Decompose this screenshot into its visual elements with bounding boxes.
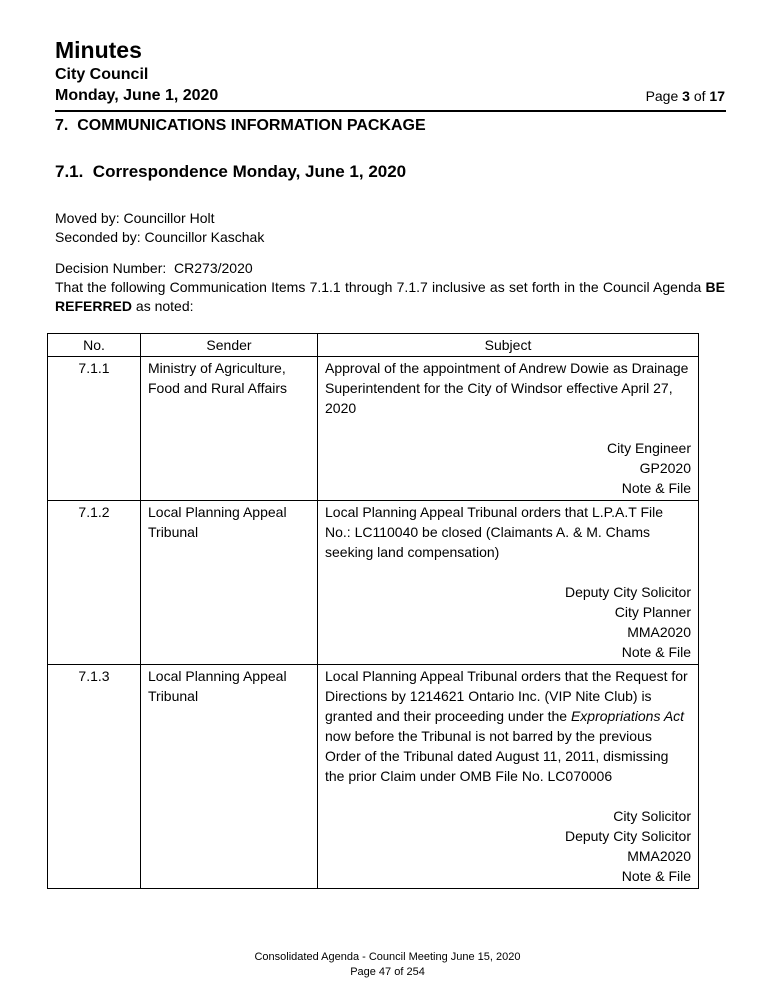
table-header-row [48,334,699,357]
header-rule [55,110,726,112]
referral-list [325,806,691,886]
item-number-cell: 7.1.2 [48,501,141,665]
column-header-subject: Subject [318,334,699,357]
referral-line: Note & File [621,644,691,660]
subject-text-italic: Expropriations Act [570,708,685,724]
decision-text-start: That the following Communication Items 7.1.1 through 7.1.7 inclusive as set forth in the Council Agenda [55,279,706,295]
item-number-cell: 7.1.1 [48,357,141,501]
column-header-no: No. [48,334,141,357]
subject-cell [318,665,699,889]
section-heading: 7. COMMUNICATIONS INFORMATION PACKAGE [55,117,426,134]
table-row [48,665,699,889]
page-of-label: of [689,88,710,104]
subject-cell [318,357,699,501]
page-indicator [646,87,725,106]
page-total: 17 [709,88,725,104]
subject-text-part: now before the Tribunal is not barred by the previous Order of the Tribunal dated August 11, 2011, dismissing the prior Claim under OMB File No. LC070006 [325,728,669,784]
subject-cell [318,501,699,665]
referral-line: City Planner [614,604,691,620]
document-date-row [55,85,725,106]
sender-cell: Local Planning Appeal Tribunal [141,665,318,889]
seconded-by-line: Seconded by: Councillor Kaschak [55,229,265,245]
decision-number-line: Decision Number: CR273/2020 [55,260,253,276]
referral-list [325,582,691,662]
subject-text-part: Local Planning Appeal Tribunal orders that L.P.A.T File No.: LC110040 be closed (Claimants A. & M. Chams seeking land compensation) [325,504,664,560]
subject-text-part: Local Planning Appeal Tribunal orders that the Request for Directions by 1214621 Ontario Inc. (VIP Nite Club) is granted and their proceeding under the [325,668,688,724]
referral-line: City Engineer [606,440,691,456]
page-footer [0,950,775,980]
communications-table [47,333,699,889]
subject-text [325,502,691,562]
page-number: 3 [682,88,690,104]
table-row [48,501,699,665]
referral-line: Note & File [621,868,691,884]
document-subtitle: City Council [55,66,149,83]
item-number-cell: 7.1.3 [48,665,141,889]
subject-text [325,358,691,418]
column-header-sender: Sender [141,334,318,357]
referral-line: MMA2020 [627,848,691,864]
footer-line-1: Consolidated Agenda - Council Meeting June 15, 2020 [254,951,521,963]
document-title: Minutes [55,37,142,63]
footer-line-2: Page 47 of 254 [350,966,425,978]
subsection-heading: 7.1. Correspondence Monday, June 1, 2020 [55,162,407,181]
table-row [48,357,699,501]
communications-table-body [48,357,699,889]
sender-cell: Ministry of Agriculture, Food and Rural Affairs [141,357,318,501]
communications-table-head [48,334,699,357]
referral-line: Note & File [621,480,691,496]
subject-text-part: Approval of the appointment of Andrew Dowie as Drainage Superintendent for the City of Windsor effective April 27, 2020 [325,360,689,416]
decision-text-emphasis: BE REFERRED [55,279,725,314]
referral-line: City Solicitor [613,808,691,824]
sender-cell: Local Planning Appeal Tribunal [141,501,318,665]
referral-line: GP2020 [639,460,691,476]
referral-line: MMA2020 [627,624,691,640]
page-label: Page [645,88,683,104]
referral-line: Deputy City Solicitor [564,584,691,600]
subject-text [325,666,691,786]
moved-by-line: Moved by: Councillor Holt [55,210,215,226]
decision-text [55,278,725,316]
referral-list [325,438,691,498]
document-header [55,36,725,106]
document-date: Monday, June 1, 2020 [55,87,219,104]
referral-line: Deputy City Solicitor [564,828,691,844]
decision-text-end: as noted: [132,298,194,314]
